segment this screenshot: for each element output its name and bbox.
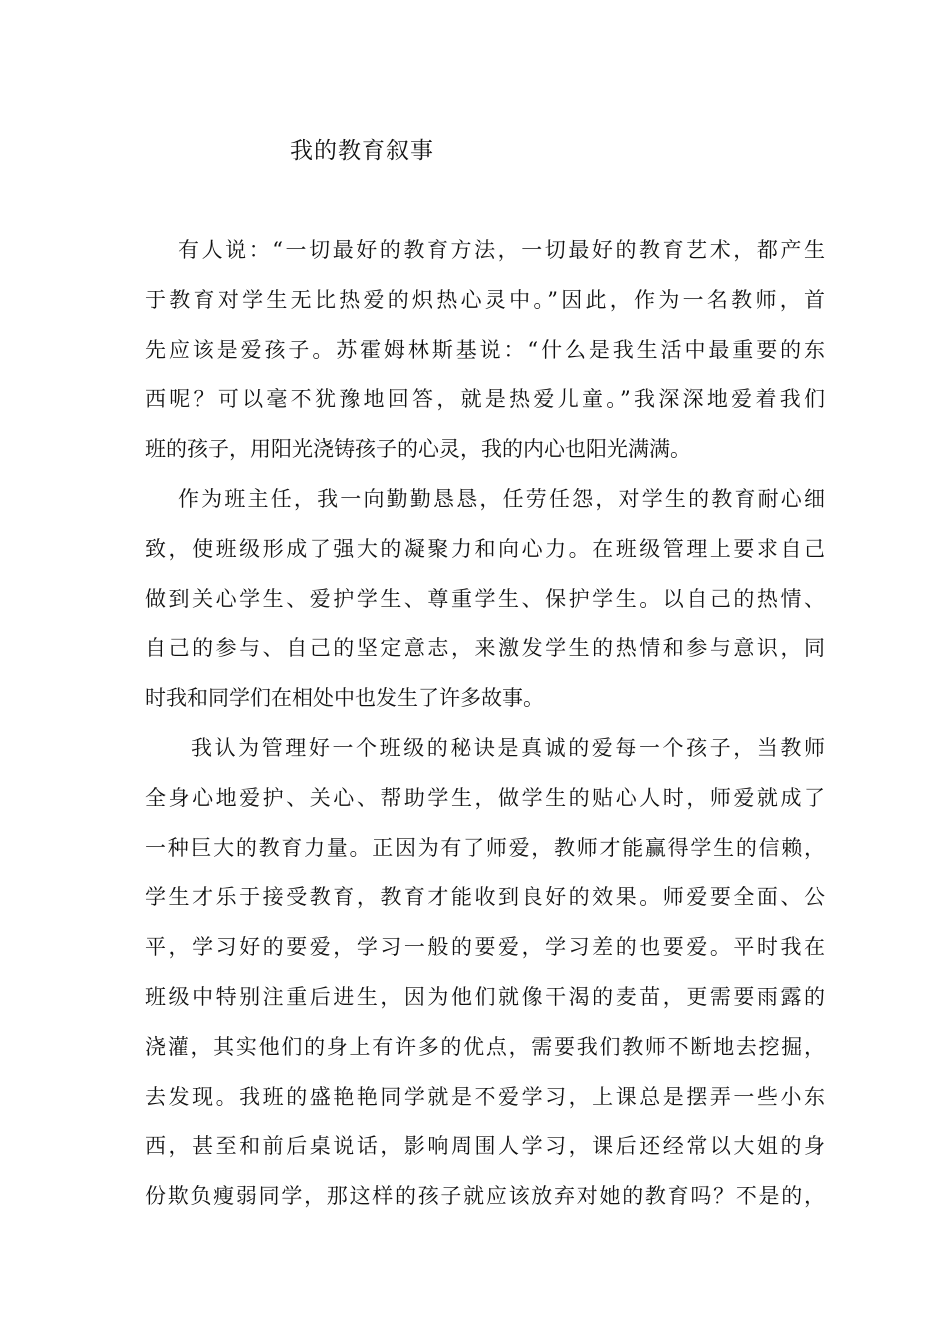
paragraph-3-line-8: 去发现。我班的盛艳艳同学就是不爱学习，上课总是摆弄一些小东 xyxy=(145,1084,825,1109)
paragraph-2-line-4: 自己的参与、自己的坚定意志，来激发学生的热情和参与意识，同 xyxy=(145,636,825,661)
paragraph-3-line-2: 全身心地爱护、关心、帮助学生，做学生的贴心人时，师爱就成了 xyxy=(145,785,825,810)
paragraph-3-line-4: 学生才乐于接受教育，教育才能收到良好的效果。师爱要全面、公 xyxy=(145,885,825,910)
paragraph-1-line-5: 班的孩子，用阳光浇铸孩子的心灵，我的内心也阳光满满。 xyxy=(145,437,691,462)
paragraph-3-line-6: 班级中特别注重后进生，因为他们就像干渴的麦苗，更需要雨露的 xyxy=(145,984,825,1009)
paragraph-3-line-1: 我认为管理好一个班级的秘诀是真诚的爱每一个孩子，当教师 xyxy=(191,735,825,760)
paragraph-3-line-3: 一种巨大的教育力量。正因为有了师爱，教师才能赢得学生的信赖， xyxy=(145,835,825,860)
document-title: 我的教育叙事 xyxy=(290,138,434,164)
paragraph-1-line-1: 有人说：“一切最好的教育方法，一切最好的教育艺术，都产生 xyxy=(178,238,825,262)
paragraph-3-line-9: 西，甚至和前后桌说话，影响周围人学习，课后还经常以大姐的身 xyxy=(145,1134,825,1159)
paragraph-1-line-4: 西呢？可以毫不犹豫地回答，就是热爱儿童。”我深深地爱着我们 xyxy=(145,387,825,412)
paragraph-2-line-1: 作为班主任，我一向勤勤恳恳，任劳任怨，对学生的教育耐心细 xyxy=(178,486,825,511)
paragraph-2-line-3: 做到关心学生、爱护学生、尊重学生、保护学生。以自己的热情、 xyxy=(145,586,825,611)
paragraph-1-line-2: 于教育对学生无比热爱的炽热心灵中。”因此，作为一名教师，首 xyxy=(145,287,825,312)
paragraph-3-line-5: 平，学习好的要爱，学习一般的要爱，学习差的也要爱。平时我在 xyxy=(145,935,825,960)
paragraph-2-line-2: 致，使班级形成了强大的凝聚力和向心力。在班级管理上要求自己 xyxy=(145,536,825,561)
paragraph-1-line-3: 先应该是爱孩子。苏霍姆林斯基说：“什么是我生活中最重要的东 xyxy=(145,337,825,362)
paragraph-3-line-10: 份欺负瘦弱同学，那这样的孩子就应该放弃对她的教育吗？不是的， xyxy=(145,1184,825,1209)
paragraph-2-line-5: 时我和同学们在相处中也发生了许多故事。 xyxy=(145,686,544,711)
document-body xyxy=(145,232,825,1228)
paragraph-3-line-7: 浇灌，其实他们的身上有许多的优点，需要我们教师不断地去挖掘， xyxy=(145,1034,825,1059)
